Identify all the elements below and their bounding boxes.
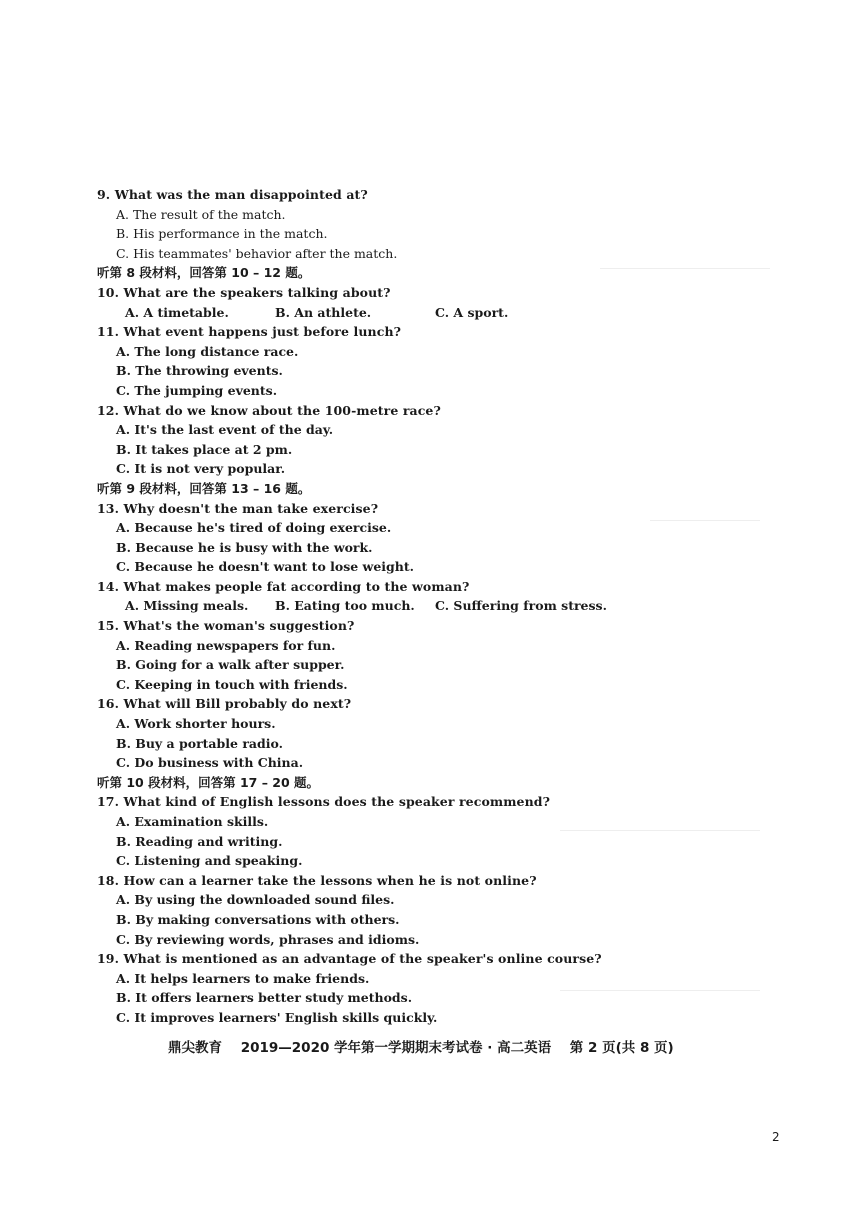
section-header: 听第 8 段材料，回答第 10 – 12 题。 bbox=[97, 265, 311, 281]
answer-option: A. Reading newspapers for fun. bbox=[116, 637, 336, 653]
section-header: 听第 10 段材料，回答第 17 – 20 题。 bbox=[97, 774, 320, 790]
answer-option: C. Listening and speaking. bbox=[116, 853, 303, 869]
answer-option: C. Do business with China. bbox=[116, 755, 304, 771]
answer-option: A. Work shorter hours. bbox=[116, 716, 276, 732]
answer-option: B. His performance in the match. bbox=[116, 226, 328, 242]
answer-option: C. Keeping in touch with friends. bbox=[116, 676, 348, 692]
answer-option: C. The jumping events. bbox=[116, 382, 278, 398]
option-c: C. A sport. bbox=[435, 304, 509, 320]
answer-option: A. It's the last event of the day. bbox=[116, 422, 334, 438]
answer-option: A. Because he's tired of doing exercise. bbox=[116, 520, 392, 536]
footer-page-info: 第 2 页(共 8 页) bbox=[569, 1040, 674, 1056]
page-number: 2 bbox=[772, 1130, 780, 1144]
answer-option: B. The throwing events. bbox=[116, 363, 283, 379]
answer-option: B. It offers learners better study methods. bbox=[116, 990, 413, 1006]
question-text: 11. What event happens just before lunch? bbox=[97, 324, 402, 340]
answer-option: A. Examination skills. bbox=[116, 814, 269, 829]
answer-option: A. The long distance race. bbox=[116, 343, 299, 359]
question-text: 14. What makes people fat according to the woman? bbox=[97, 578, 470, 594]
answer-option: B. It takes place at 2 pm. bbox=[116, 441, 293, 457]
question-text: 12. What do we know about the 100-metre race? bbox=[97, 402, 441, 418]
answer-option: B. Reading and writing. bbox=[116, 833, 283, 849]
question-text: 16. What will Bill probably do next? bbox=[97, 696, 352, 712]
option-b: B. An athlete. bbox=[275, 304, 372, 320]
option-c: C. Suffering from stress. bbox=[435, 598, 607, 614]
question-text: 13. Why doesn't the man take exercise? bbox=[97, 500, 379, 516]
options-row bbox=[97, 596, 817, 616]
answer-option: B. By making conversations with others. bbox=[116, 911, 400, 927]
section-header: 听第 9 段材料，回答第 13 – 16 题。 bbox=[97, 480, 311, 496]
answer-option: B. Because he is busy with the work. bbox=[116, 539, 373, 555]
page-footer bbox=[168, 1036, 688, 1056]
option-a: A. A timetable. bbox=[125, 304, 229, 320]
answer-option: C. By reviewing words, phrases and idioms. bbox=[116, 931, 420, 947]
answer-option: A. It helps learners to make friends. bbox=[116, 970, 370, 986]
question-text: 18. How can a learner take the lessons when he is not online? bbox=[97, 872, 537, 888]
answer-option: B. Going for a walk after supper. bbox=[116, 657, 345, 673]
question-text: 9. What was the man disappointed at? bbox=[97, 187, 368, 202]
answer-option: C. It improves learners' English skills quickly. bbox=[116, 1009, 438, 1025]
answer-option: C. Because he doesn't want to lose weight. bbox=[116, 559, 414, 575]
question-text: 17. What kind of English lessons does the speaker recommend? bbox=[97, 794, 551, 810]
options-row bbox=[97, 303, 817, 323]
footer-exam-title: 2019—2020 学年第一学期期末考试卷 · 高二英语 bbox=[240, 1040, 552, 1056]
question-list bbox=[97, 185, 817, 1028]
answer-option: B. Buy a portable radio. bbox=[116, 735, 283, 751]
option-a: A. Missing meals. bbox=[125, 598, 249, 614]
question-text: 15. What's the woman's suggestion? bbox=[97, 618, 355, 634]
answer-option: A. The result of the match. bbox=[116, 206, 286, 222]
answer-option: C. His teammates' behavior after the match. bbox=[116, 245, 398, 261]
answer-option: C. It is not very popular. bbox=[116, 461, 286, 477]
question-text: 19. What is mentioned as an advantage of the speaker's online course? bbox=[97, 951, 602, 967]
option-b: B. Eating too much. bbox=[275, 598, 415, 614]
question-text: 10. What are the speakers talking about? bbox=[97, 284, 391, 300]
answer-option: A. By using the downloaded sound files. bbox=[116, 892, 395, 908]
footer-publisher: 鼎尖教育 bbox=[168, 1040, 222, 1056]
